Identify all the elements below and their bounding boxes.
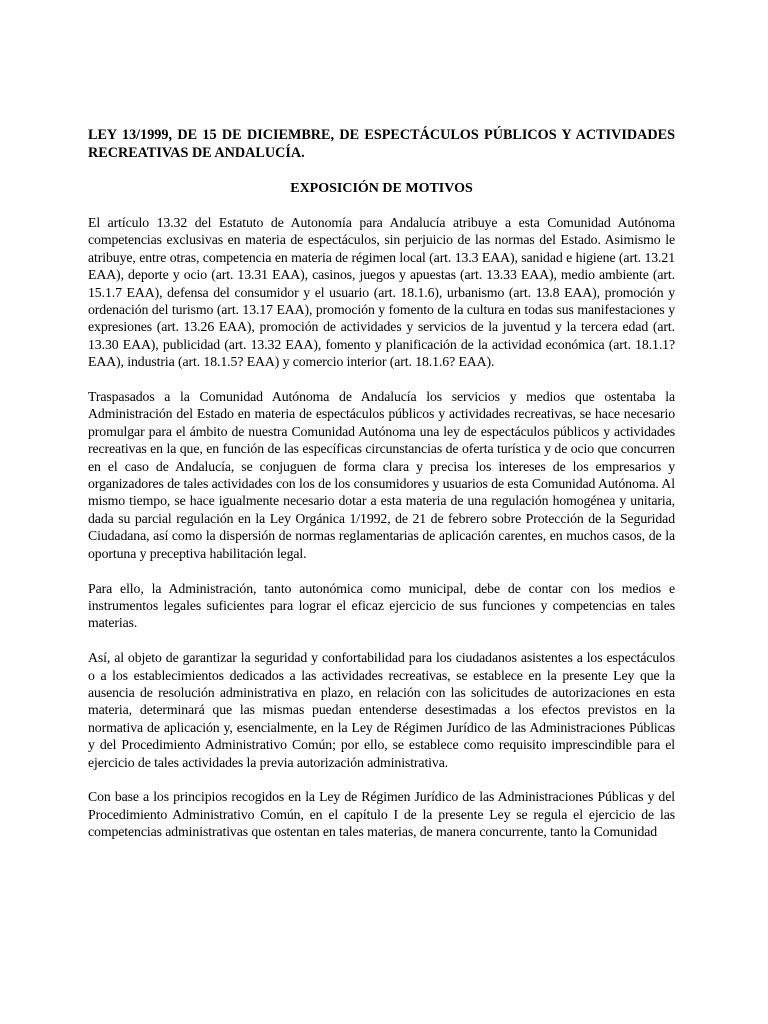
document-title: LEY 13/1999, DE 15 DE DICIEMBRE, DE ESPECTÁCULOS PÚBLICOS Y ACTIVIDADES RECREATIVAS DE ANDALUCÍA. (88, 127, 675, 161)
section-heading: EXPOSICIÓN DE MOTIVOS (290, 181, 473, 196)
paragraph-3: Para ello, la Administración, tanto autonómica como municipal, debe de contar con los medios e instrumentos legales suficientes para lograr el eficaz ejercicio de sus funciones y competencias en tales materias. (88, 580, 675, 631)
document-body (88, 126, 675, 841)
paragraph-1: El artículo 13.32 del Estatuto de Autonomía para Andalucía atribuye a esta Comunidad Autónoma competencias exclusivas en materia de espectáculos, sin perjuicio de las normas del Estado. Asimismo le atribuye, entre otras, competencia en materia de régimen local (art. 13.3 EAA), sanidad e higiene (art. 13.21 EAA), deporte y ocio (art. 13.31 EAA), casinos, juegos y apuestas (art. 13.33 EAA), medio ambiente (art. 15.1.7 EAA), defensa del consumidor y el usuario (art. 18.1.6), urbanismo (art. 13.8 EAA), promoción y ordenación del turismo (art. 13.17 EAA), promoción y fomento de la cultura en todas sus manifestaciones y expresiones (art. 13.26 EAA), promoción de actividades y servicios de la juventud y la tercera edad (art. 13.30 EAA), publicidad (art. 13.32 EAA), fomento y planificación de la actividad económica (art. 18.1.1? EAA), industria (art. 18.1.5? EAA) y comercio interior (art. 18.1.6? EAA). (88, 215, 675, 370)
paragraph-5: Con base a los principios recogidos en la Ley de Régimen Jurídico de las Administraciones Públicas y del Procedimiento Administrativo Común, en el capítulo I de la presente Ley se regula el ejercicio de las competencias administrativas que ostentan en tales materias, de manera concurrente, tanto la Comunidad (88, 789, 675, 840)
paragraph-4: Así, al objeto de garantizar la seguridad y confortabilidad para los ciudadanos asistentes a los espectáculos o a los establecimientos dedicados a las actividades recreativas, se establece en la presente Ley que la ausencia de resolución administrativa en plazo, en relación con las solicitudes de autorizaciones en esta materia, determinará que las mismas puedan entenderse desestimadas a los efectos previstos en la normativa de aplicación y, esencialmente, en la Ley de Régimen Jurídico de las Administraciones Públicas y del Procedimiento Administrativo Común; por ello, se establece como requisito imprescindible para el ejercicio de tales actividades la previa autorización administrativa. (88, 650, 675, 770)
paragraph-2: Traspasados a la Comunidad Autónoma de Andalucía los servicios y medios que ostentaba la Administración del Estado en materia de espectáculos públicos y actividades recreativas, se hace necesario promulgar para el ámbito de nuestra Comunidad Autónoma una ley de espectáculos públicos y actividades recreativas en la que, en función de las específicas circunstancias de oferta turística y de ocio que concurren en el caso de Andalucía, se conjuguen de forma clara y precisa los intereses de los empresarios y organizadores de tales actividades con los de los consumidores y usuarios de esta Comunidad Autónoma. Al mismo tiempo, se hace igualmente necesario dotar a esta materia de una regulación homogénea y unitaria, dada su parcial regulación en la Ley Orgánica 1/1992, de 21 de febrero sobre Protección de la Seguridad Ciudadana, así como la dispersión de normas reglamentarias de aplicación carentes, en muchos casos, de la oportuna y preceptiva habilitación legal. (88, 389, 675, 561)
